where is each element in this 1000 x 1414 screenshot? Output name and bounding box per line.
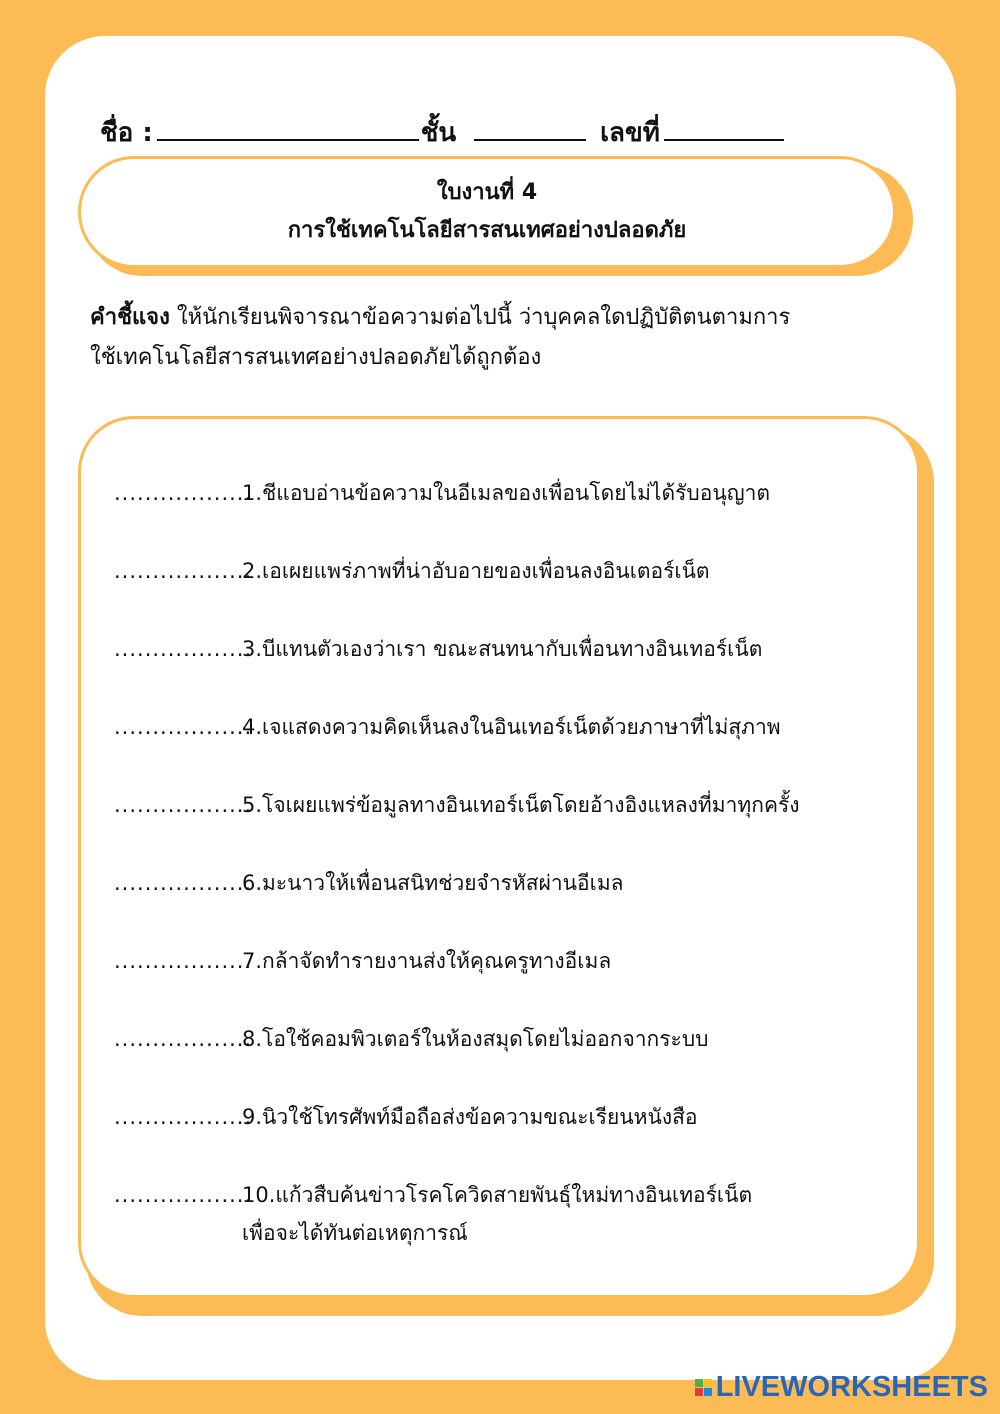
- title-box: [78, 156, 896, 268]
- statement-text: 5.โจเผยแพร่ข้อมูลทางอินเทอร์เน็ตโดยอ้างอิงแหลงที่มาทุกครั้ง: [242, 793, 800, 817]
- answer-blank[interactable]: ..................: [114, 793, 253, 817]
- statement-text: 8.โอใช้คอมพิวเตอร์ในห้องสมุดโดยไม่ออกจากระบบ: [242, 1027, 709, 1051]
- statement-text: 1.ชีแอบอ่านข้อความในอีเมลของเพื่อนโดยไม่ได้รับอนุญาต: [242, 481, 771, 505]
- list-item: [114, 1098, 914, 1136]
- statement-text: 6.มะนาวให้เพื่อนสนิทช่วยจำรหัสผ่านอีเมล: [242, 871, 624, 895]
- name-label: ชื่อ :: [100, 118, 153, 148]
- name-field[interactable]: [157, 113, 419, 141]
- liveworksheets-logo-icon: [695, 1379, 712, 1396]
- answer-blank[interactable]: ..................: [114, 559, 253, 583]
- worksheet-number: ใบงานที่ 4: [436, 180, 538, 205]
- brand-text: LIVEWORKSHEETS: [715, 1371, 988, 1403]
- list-item: [114, 552, 914, 590]
- answer-blank[interactable]: ..................: [114, 1183, 253, 1207]
- number-field[interactable]: [664, 113, 784, 141]
- statement-text: 9.นิวใช้โทรศัพท์มือถือส่งข้อความขณะเรียนหนังสือ: [242, 1105, 698, 1129]
- answer-blank[interactable]: ..................: [114, 1027, 253, 1051]
- list-item: [114, 1176, 914, 1252]
- statement-text: [242, 1176, 914, 1252]
- statement-list: [78, 416, 920, 1298]
- list-item: [114, 786, 914, 824]
- statement-text: 4.เจแสดงความคิดเห็นลงในอินเทอร์เน็ตด้วยภาษาที่ไม่สุภาพ: [242, 715, 781, 739]
- number-label: เลขที่: [600, 118, 660, 148]
- statement-text: 7.กล้าจัดทำรายงานส่งให้คุณครูทางอีเมล: [242, 949, 612, 973]
- answer-blank[interactable]: ..................: [114, 715, 253, 739]
- list-item: [114, 1020, 914, 1058]
- list-item: [114, 942, 914, 980]
- class-field[interactable]: [474, 113, 586, 141]
- list-item: [114, 708, 914, 746]
- statement-text: 2.เอเผยแพร่ภาพที่น่าอับอายของเพื่อนลงอินเตอร์เน็ต: [242, 559, 710, 583]
- student-info-line: [100, 112, 860, 153]
- answer-blank[interactable]: ..................: [114, 481, 253, 505]
- answer-blank[interactable]: ..................: [114, 1105, 253, 1129]
- list-item: [114, 474, 914, 512]
- answer-blank[interactable]: ..................: [114, 871, 253, 895]
- instructions: [90, 298, 910, 378]
- worksheet-page: [45, 36, 956, 1380]
- liveworksheets-brand[interactable]: [695, 1371, 988, 1404]
- answer-blank[interactable]: ..................: [114, 637, 253, 661]
- instructions-line-2: ใช้เทคโนโลยีสารสนเทศอย่างปลอดภัยได้ถูกต้อง: [90, 345, 542, 370]
- worksheet-title: การใช้เทคโนโลยีสารสนเทศอย่างปลอดภัย: [287, 218, 687, 243]
- instructions-label: คำชี้แจง: [90, 305, 170, 330]
- list-item: [114, 864, 914, 902]
- answer-blank[interactable]: ..................: [114, 949, 253, 973]
- statement-line-2: เพื่อจะได้ทันต่อเหตุการณ์: [242, 1221, 468, 1245]
- statement-text: 3.บีแทนตัวเองว่าเรา ขณะสนทนากับเพื่อนทางอินเทอร์เน็ต: [242, 637, 763, 661]
- statement-line-1: 10.แก้วสืบค้นข่าวโรคโควิดสายพันธุ์ใหม่ทางอินเทอร์เน็ต: [242, 1183, 753, 1207]
- instructions-line-1: ให้นักเรียนพิจารณาข้อความต่อไปนี้ ว่าบุคคลใดปฏิบัติตนตามการ: [169, 305, 791, 330]
- list-item: [114, 630, 914, 668]
- class-label: ชั้น: [420, 118, 457, 148]
